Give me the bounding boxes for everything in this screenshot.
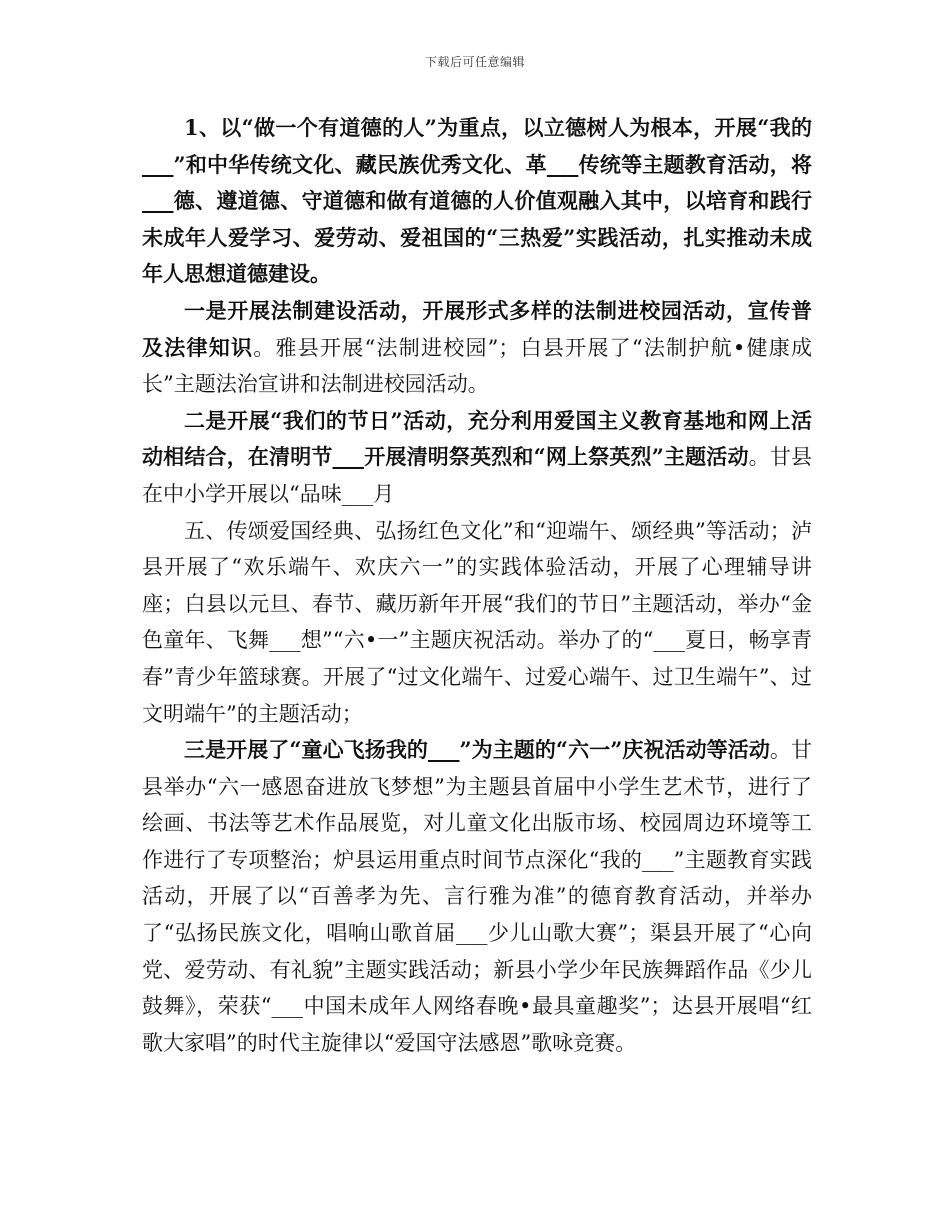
paragraph-5-text: 。甘县举办“六一感恩奋进放飞梦想”为主题县首届中小学生艺术节，进行了绘画、书法等艺术作品展览，对儿童文化出版市场、校园周边环境等工作进行了专项整治；炉县运用重点时间节点深化“我的___”主题教育实践活动，开展了以“百善孝为先、言行雅为准”的德育教育活动，并举办了“弘扬民族文化，唱响山歌首届___少儿山歌大赛”；渠县开展了“心向党、爱劳动、有礼貌”主题实践活动；新县小学少年民族舞蹈作品《少儿鼓舞》，荣获“___中国未成年人网络春晚•最具童趣奖”；达县开展唱“红歌大家唱”的时代主旋律以“爱国守法感恩”歌咏竞赛。 bbox=[142, 738, 812, 1055]
paragraph-4 bbox=[142, 513, 812, 733]
paragraph-4-text: 五、传颂爱国经典、弘扬红色文化”和“迎端午、颂经典”等活动；泸县开展了“欢乐端午、欢庆六一”的实践体验活动，开展了心理辅导讲座；白县以元旦、春节、藏历新年开展“我们的节日”主题活动，举办“金色童年、飞舞___想”“六•一”主题庆祝活动。举办了的“___夏日，畅享青春”青少年篮球赛。开展了“过文化端午、过爱心端午、过卫生端午”、过文明端午”的主题活动； bbox=[142, 518, 812, 726]
paragraph-1 bbox=[142, 110, 812, 293]
paragraph-3-bold: 二是开展“我们的节日”活动，充分利用爱国主义教育基地和网上活动相结合，在清明节___开展清明祭英烈和“网上祭英烈”主题活动 bbox=[142, 407, 812, 470]
paragraph-2-text: 。雅县开展“法制进校园”；白县开展了“法制护航•健康成长”主题法治宣讲和法制进校园活动。 bbox=[142, 335, 812, 397]
paragraph-1-bold: 1、以“做一个有道德的人”为重点，以立德树人为根本，开展“我的___”和中华传统文化、藏民族优秀文化、革___传统等主题教育活动，将___德、遵道德、守道德和做有道德的人价值观融入其中，以培育和践行未成年人爱学习、爱劳动、爱祖国的“三热爱”实践活动，扎实推动未成年人思想道德建设。 bbox=[142, 115, 812, 287]
page-header: 下载后可任意编辑 bbox=[424, 55, 525, 69]
paragraph-5-bold: 三是开展了“童心飞扬我的___”为主题的“六一”庆祝活动等活动 bbox=[184, 737, 770, 763]
paragraph-5 bbox=[142, 732, 812, 1061]
paragraph-3 bbox=[142, 403, 812, 513]
paragraph-2 bbox=[142, 293, 812, 403]
paragraph-2-bold: 一是开展法制建设活动，开展形式多样的法制进校园活动，宣传普及法律知识 bbox=[142, 297, 812, 360]
paragraph-3-text: 。甘县在中小学开展以“品味___月 bbox=[142, 445, 813, 506]
document-body bbox=[142, 110, 812, 1061]
